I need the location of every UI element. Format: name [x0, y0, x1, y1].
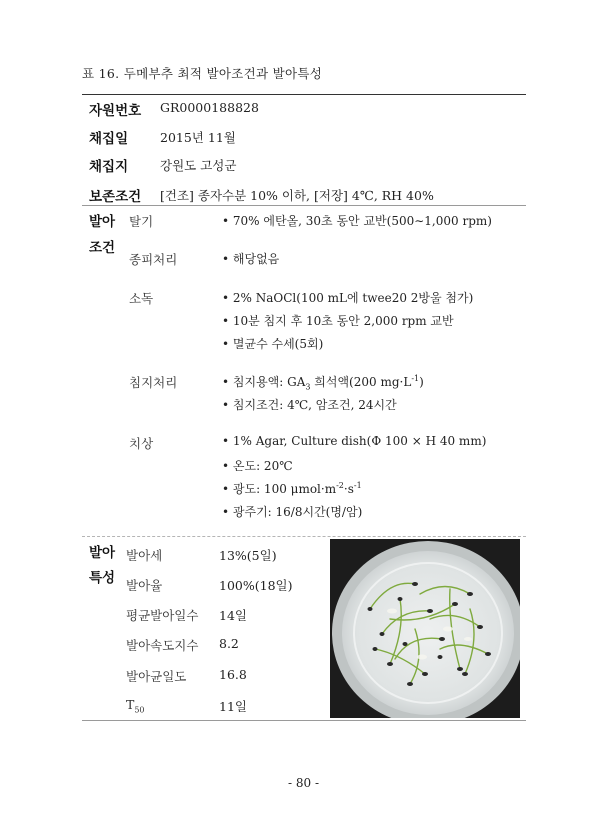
value-resource-number: GR0000188828 [160, 100, 259, 115]
trait-value-mean-germination-days: 14일 [219, 608, 247, 623]
value-collection-date: 2015년 11월 [160, 130, 236, 145]
trait-name-germination-speed-index: 발아속도지수 [126, 638, 199, 653]
cond-placement-line-3: • 광도: 100 $\mu mol\cdot m^{-2}\cdot s^{-1}$ [222, 481, 362, 496]
cond-dehulling-line: • 70% 에탄올, 30초 동안 교반(500∼1,000 rpm) [222, 214, 492, 228]
table-top-rule [82, 94, 526, 95]
label-collection-site: 채집지 [89, 159, 129, 175]
label-storage-condition: 보존조건 [89, 189, 142, 205]
table-bottom-rule [82, 720, 526, 721]
cond-placement-line-2: • 온도: 20℃ [222, 459, 293, 473]
trait-value-germination-uniformity: 16.8 [219, 667, 247, 682]
label-germination-conditions-1: 발아 [89, 214, 116, 230]
cond-disinfection-line-1: • 2% NaOCl(100 mL에 twee20 2방울 첨가) [222, 291, 474, 305]
cond-dehulling-name: 탈기 [129, 214, 154, 229]
petri-dish-icon [330, 539, 520, 718]
trait-name-germination-rate: 발아율 [126, 578, 163, 593]
cond-placement-name: 치상 [129, 436, 154, 451]
table-caption: 표 16. 두메부추 최적 발아조건과 발아특성 [82, 66, 323, 81]
cond-seed-coat-name: 종피처리 [129, 252, 178, 267]
trait-name-mean-germination-days: 평균발아일수 [126, 608, 199, 623]
cond-placement-line-1: • 1% Agar, Culture dish(Φ 100 × H 40 mm) [222, 434, 487, 448]
trait-name-t50: $T_{50}$ [126, 697, 145, 715]
petri-dish-photo [330, 539, 520, 718]
value-storage-condition: [건조] 종자수분 10% 이하, [저장] 4℃, RH 40% [160, 188, 434, 203]
cond-disinfection-name: 소독 [129, 291, 154, 306]
section-rule-traits [82, 536, 526, 537]
cond-disinfection-line-3: • 멸균수 수세(5회) [222, 337, 324, 351]
trait-name-germination-uniformity: 발아균일도 [126, 669, 187, 684]
trait-value-t50: 11일 [219, 699, 247, 714]
trait-value-germination-rate: 100%(18일) [219, 578, 293, 593]
trait-value-germination-energy: 13%(5일) [219, 548, 277, 563]
trait-name-germination-energy: 발아세 [126, 548, 163, 563]
cond-disinfection-line-2: • 10분 침지 후 10초 동안 2,000 rpm 교반 [222, 314, 454, 328]
cond-placement-line-4: • 광주기: 16/8시간(명/암) [222, 505, 363, 519]
trait-value-germination-speed-index: 8.2 [219, 636, 239, 651]
label-germination-traits-1: 발아 [89, 545, 116, 561]
cond-soaking-line-2: • 침지조건: 4℃, 암조건, 24시간 [222, 398, 397, 412]
label-collection-date: 채집일 [89, 131, 129, 147]
section-rule-conditions [82, 205, 526, 206]
label-germination-conditions-2: 조건 [89, 240, 116, 256]
value-collection-site: 강원도 고성군 [160, 158, 237, 173]
cond-soaking-name: 침지처리 [129, 375, 178, 390]
page-number: - 80 - [287, 776, 319, 790]
cond-seed-coat-line: • 해당없음 [222, 252, 280, 266]
cond-soaking-line-1: • 침지용액: $GA_3$ 희석액(200 $mg\cdot L^{-1}$) [222, 374, 424, 392]
label-resource-number: 자원번호 [89, 103, 142, 119]
label-germination-traits-2: 특성 [89, 570, 116, 586]
